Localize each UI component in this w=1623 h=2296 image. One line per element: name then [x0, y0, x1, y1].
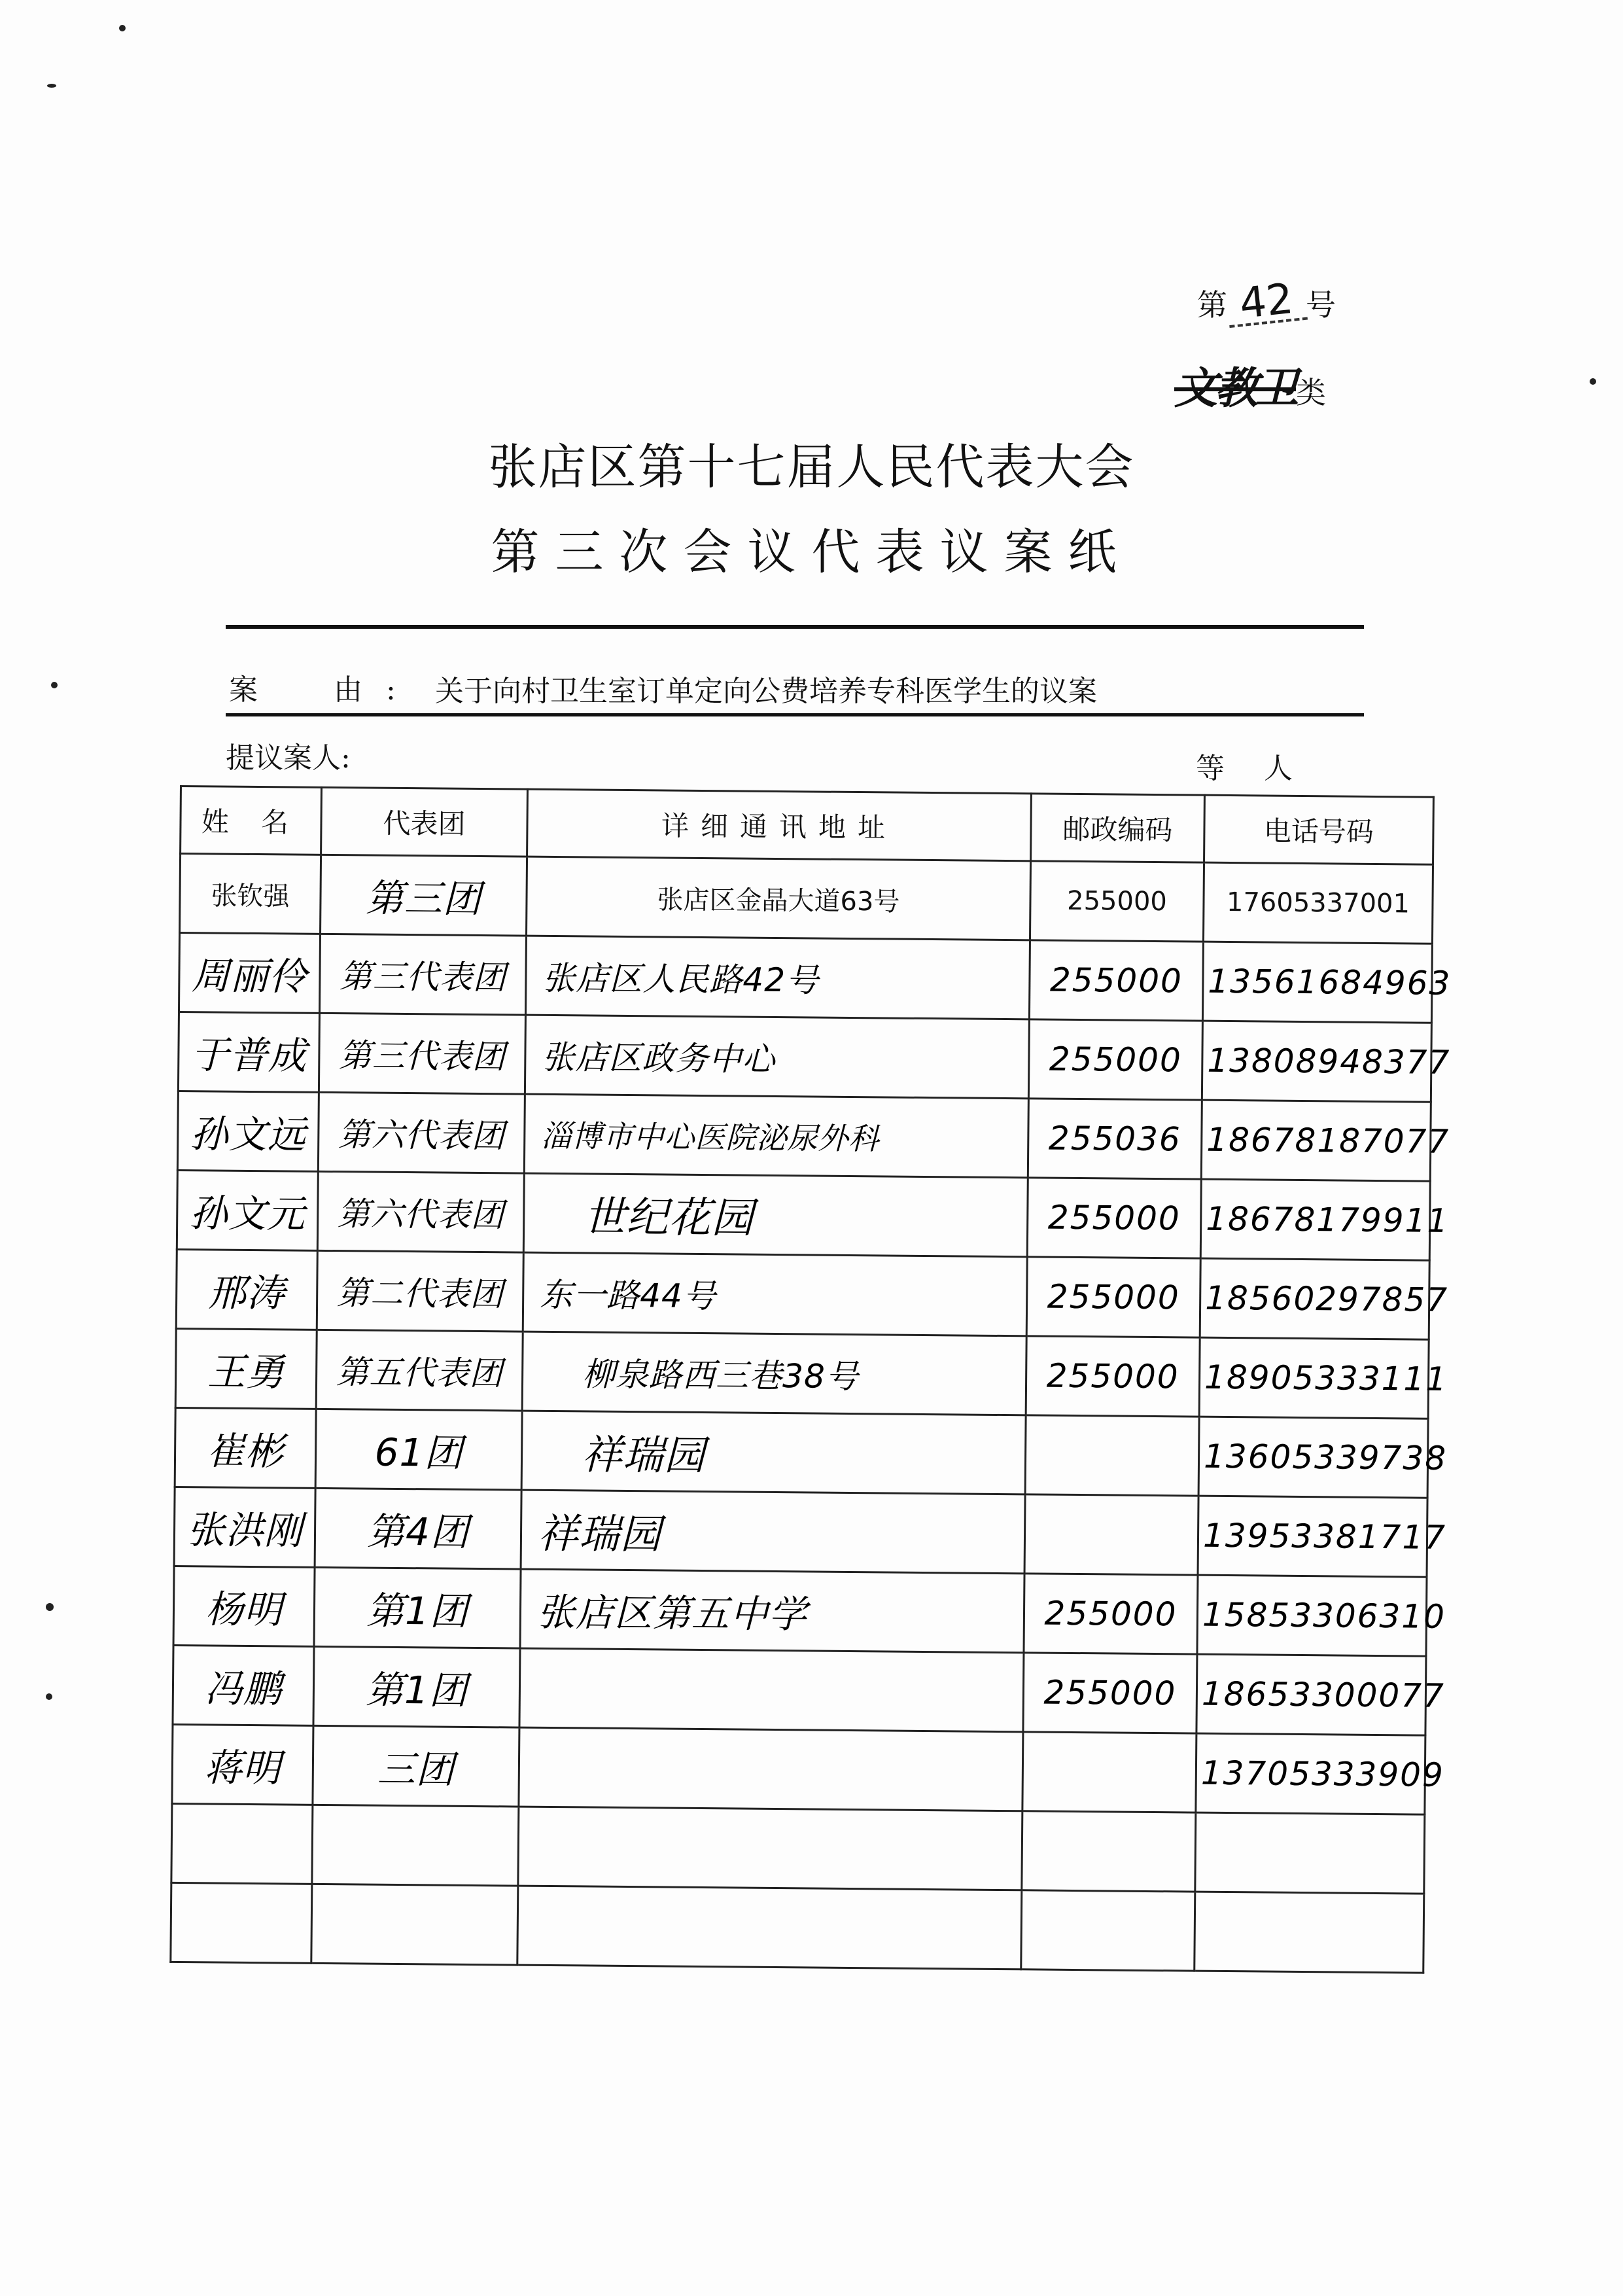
- cell-name: 杨明: [173, 1566, 315, 1646]
- table-row: [171, 1803, 1425, 1894]
- cell-delegation: 第1团: [313, 1646, 520, 1727]
- title-divider: [226, 625, 1364, 629]
- category-value: 文教卫: [1174, 363, 1296, 414]
- cell-phone: 13561684963: [1202, 942, 1432, 1023]
- etc-label: 等人: [1196, 752, 1332, 785]
- cell-phone: 18560297857: [1200, 1258, 1429, 1339]
- subject-label: 案 由:: [229, 673, 419, 707]
- cell-address: [519, 1648, 1024, 1732]
- cell-address: 东一路44号: [523, 1252, 1027, 1336]
- header-phone: 电话号码: [1204, 795, 1434, 864]
- table-row: [177, 1170, 1430, 1260]
- cell-address: 张店区第五中学: [520, 1569, 1024, 1653]
- cell-address: 张店区人民路42号: [525, 936, 1030, 1019]
- cell-address: 张店区政务中心: [525, 1015, 1029, 1099]
- cell-phone: [1195, 1892, 1424, 1973]
- cell-postcode: 255000: [1028, 1019, 1202, 1100]
- stray-mark: [47, 84, 56, 88]
- table-row: [180, 854, 1433, 944]
- number-prefix: 第: [1197, 287, 1227, 323]
- header-address: 详细通讯地址: [527, 789, 1032, 861]
- cell-name: 崔彬: [175, 1407, 316, 1488]
- cell-postcode: 255000: [1029, 940, 1203, 1021]
- cell-phone: 13953381717: [1198, 1496, 1427, 1577]
- cell-postcode: 255000: [1024, 1574, 1198, 1654]
- header-postcode: 邮政编码: [1031, 794, 1205, 862]
- table-row: [171, 1882, 1424, 1973]
- stray-mark: [51, 682, 58, 688]
- cell-postcode: [1024, 1494, 1198, 1575]
- subject-underline: [226, 713, 1364, 716]
- header-delegation: 代表团: [321, 787, 528, 857]
- cell-phone: 18905333111: [1199, 1337, 1429, 1419]
- subject-text: 关于向村卫生室订单定向公费培养专科医学生的议案: [435, 675, 1097, 708]
- number-value: 42: [1225, 278, 1308, 328]
- category-suffix: 类: [1296, 375, 1326, 410]
- table-row: [173, 1645, 1426, 1735]
- table-row: [172, 1724, 1425, 1814]
- cell-address: 柳泉路西三巷38号: [522, 1332, 1026, 1415]
- cell-delegation: 第二代表团: [317, 1250, 523, 1332]
- cell-postcode: [1025, 1415, 1199, 1496]
- cell-postcode: 255000: [1023, 1653, 1197, 1733]
- cell-postcode: [1021, 1890, 1195, 1971]
- cell-delegation: 第4团: [315, 1488, 521, 1569]
- table-row: [178, 1012, 1431, 1102]
- stray-mark: [46, 1603, 54, 1611]
- cell-address: 祥瑞园: [521, 1411, 1026, 1494]
- cell-name: [171, 1882, 312, 1963]
- cell-name: 周丽伶: [179, 933, 320, 1014]
- cell-postcode: 255000: [1026, 1257, 1200, 1337]
- cell-postcode: [1022, 1811, 1196, 1892]
- cell-phone: 18678187077: [1201, 1100, 1431, 1181]
- cell-postcode: [1022, 1732, 1196, 1812]
- proposal-category: [1174, 353, 1326, 415]
- cell-name: 邢涛: [176, 1249, 317, 1330]
- proposer-label: 提议案人:: [226, 741, 351, 775]
- cell-delegation: [312, 1805, 519, 1886]
- cell-phone: 18653300077: [1196, 1654, 1426, 1735]
- cell-delegation: 第1团: [314, 1567, 521, 1648]
- cell-phone: 13808948377: [1202, 1021, 1431, 1102]
- cell-address: 淄博市中心医院泌尿外科: [524, 1094, 1028, 1178]
- cell-phone: 15853306310: [1197, 1575, 1427, 1656]
- cell-phone: 13705333909: [1196, 1733, 1425, 1814]
- cell-address: [517, 1886, 1022, 1969]
- header-name: 姓 名: [181, 786, 322, 855]
- cell-name: [171, 1803, 313, 1884]
- table-row: [175, 1407, 1428, 1498]
- cell-postcode: 255000: [1027, 1178, 1201, 1258]
- cell-name: 蒋明: [172, 1724, 313, 1805]
- cell-phone: [1195, 1812, 1425, 1894]
- cell-phone: 18678179911: [1200, 1179, 1430, 1260]
- table-row: [174, 1487, 1427, 1577]
- cell-name: 冯鹏: [173, 1645, 314, 1725]
- cell-delegation: 第五代表团: [316, 1330, 523, 1411]
- cell-name: 张洪刚: [174, 1487, 315, 1567]
- page-title: 张店区第十七届人民代表大会: [488, 439, 1135, 495]
- cell-delegation: 第三代表团: [319, 1013, 525, 1094]
- table-row: [175, 1328, 1429, 1419]
- stray-mark: [119, 25, 126, 31]
- proposal-number: [1197, 274, 1336, 329]
- table-row: [177, 1091, 1431, 1181]
- stray-mark: [1590, 378, 1596, 385]
- cell-postcode: 255036: [1028, 1099, 1202, 1179]
- cell-postcode: 255000: [1026, 1336, 1200, 1417]
- cell-delegation: 第六代表团: [317, 1171, 524, 1252]
- cell-delegation: 第三团: [321, 855, 527, 936]
- cell-delegation: 第三代表团: [319, 934, 526, 1015]
- number-suffix: 号: [1306, 287, 1336, 323]
- table-header-row: [181, 786, 1434, 865]
- cell-address: [518, 1807, 1022, 1890]
- cell-name: 孙文远: [177, 1091, 319, 1171]
- table-row: [173, 1566, 1427, 1656]
- cell-address: 世纪花园: [523, 1173, 1028, 1257]
- cell-name: 张钦强: [180, 854, 321, 934]
- cell-delegation: 61团: [315, 1409, 522, 1490]
- cell-address: 张店区金晶大道63号: [527, 857, 1031, 940]
- cell-delegation: 第六代表团: [318, 1092, 525, 1173]
- cell-phone: 17605337001: [1203, 862, 1433, 944]
- page-subtitle: 第三次会议代表议案纸: [491, 524, 1132, 580]
- cell-name: 王勇: [175, 1328, 317, 1409]
- cell-phone: 13605339738: [1198, 1417, 1428, 1498]
- cell-name: 孙文元: [177, 1170, 318, 1250]
- cell-address: 祥瑞园: [521, 1490, 1025, 1574]
- table-row: [179, 933, 1432, 1023]
- stray-mark: [46, 1693, 52, 1700]
- table-row: [176, 1249, 1429, 1339]
- cell-address: [519, 1727, 1023, 1811]
- cell-name: 于普成: [178, 1012, 319, 1092]
- cell-delegation: 三团: [313, 1725, 519, 1807]
- cell-postcode: 255000: [1030, 861, 1204, 942]
- proposer-table: [169, 785, 1452, 1974]
- cell-delegation: [311, 1884, 518, 1965]
